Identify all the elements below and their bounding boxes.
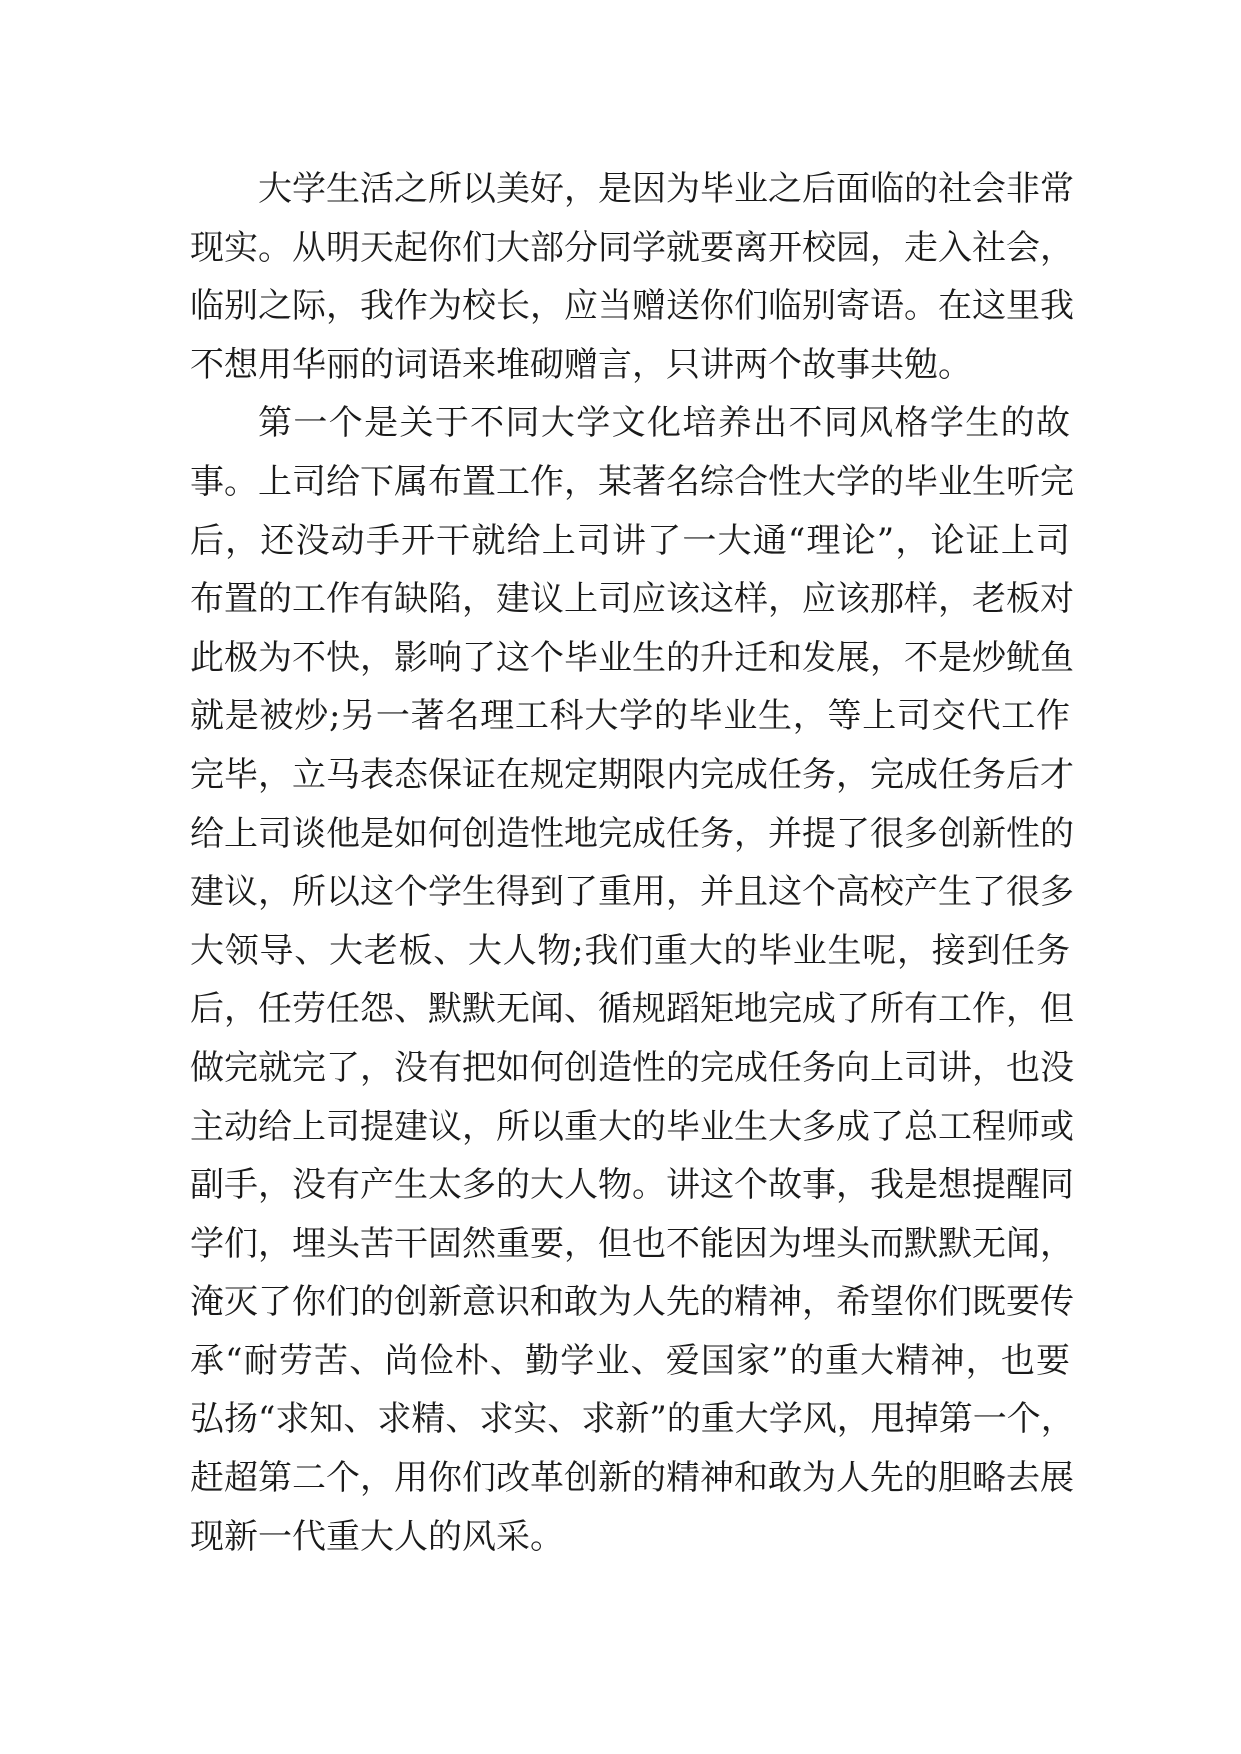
paragraph-line: 临别之际，我作为校长，应当赠送你们临别寄语。在这里我 — [190, 286, 1074, 327]
paragraph-line: 后，还没动手开干就给上司讲了一大通“理论”，论证上司 — [190, 520, 1070, 561]
paragraph-line: 现新一代重大人的风采。 — [190, 1516, 564, 1557]
paragraph-2 — [190, 394, 1075, 1566]
paragraph-line: 建议，所以这个学生得到了重用，并且这个高校产生了很多 — [190, 872, 1074, 913]
paragraph-line: 就是被炒;另一著名理工科大学的毕业生，等上司交代工作 — [190, 696, 1070, 737]
paragraph-line: 主动给上司提建议，所以重大的毕业生大多成了总工程师或 — [190, 1106, 1074, 1147]
paragraph-line: 不想用华丽的词语来堆砌赠言，只讲两个故事共勉。 — [190, 344, 972, 385]
paragraph-line: 事。上司给下属布置工作，某著名综合性大学的毕业生听完 — [190, 461, 1074, 502]
paragraph-line: 赶超第二个，用你们改革创新的精神和敢为人先的胆略去展 — [190, 1458, 1074, 1499]
paragraph-line: 副手，没有产生太多的大人物。讲这个故事，我是想提醒同 — [190, 1165, 1074, 1206]
paragraph-line: 现实。从明天起你们大部分同学就要离开校园，走入社会， — [190, 227, 1074, 268]
paragraph-line: 淹灭了你们的创新意识和敢为人先的精神，希望你们既要传 — [190, 1282, 1074, 1323]
paragraph-1 — [190, 160, 1074, 394]
paragraph-line: 做完就完了，没有把如何创造性的完成任务向上司讲，也没 — [190, 1047, 1074, 1088]
paragraph-line: 后，任劳任怨、默默无闻、循规蹈矩地完成了所有工作，但 — [190, 989, 1074, 1030]
paragraph-line: 大学生活之所以美好，是因为毕业之后面临的社会非常 — [258, 169, 1074, 209]
paragraph-line: 给上司谈他是如何创造性地完成任务，并提了很多创新性的 — [190, 813, 1074, 854]
paragraph-line: 承“耐劳苦、尚俭朴、勤学业、爱国家”的重大精神，也要 — [190, 1340, 1070, 1381]
paragraph-line: 弘扬“求知、求精、求实、求新”的重大学风，甩掉第一个， — [190, 1399, 1075, 1440]
document-body — [190, 160, 1075, 1566]
paragraph-line: 布置的工作有缺陷，建议上司应该这样，应该那样，老板对 — [190, 579, 1074, 620]
paragraph-line: 学们，埋头苦干固然重要，但也不能因为埋头而默默无闻， — [190, 1223, 1074, 1264]
paragraph-line: 完毕，立马表态保证在规定期限内完成任务，完成任务后才 — [190, 754, 1074, 795]
paragraph-line: 大领导、大老板、大人物;我们重大的毕业生呢，接到任务 — [190, 930, 1070, 971]
paragraph-line: 第一个是关于不同大学文化培养出不同风格学生的故 — [258, 403, 1070, 444]
paragraph-line: 此极为不快，影响了这个毕业生的升迁和发展，不是炒鱿鱼 — [190, 637, 1074, 678]
